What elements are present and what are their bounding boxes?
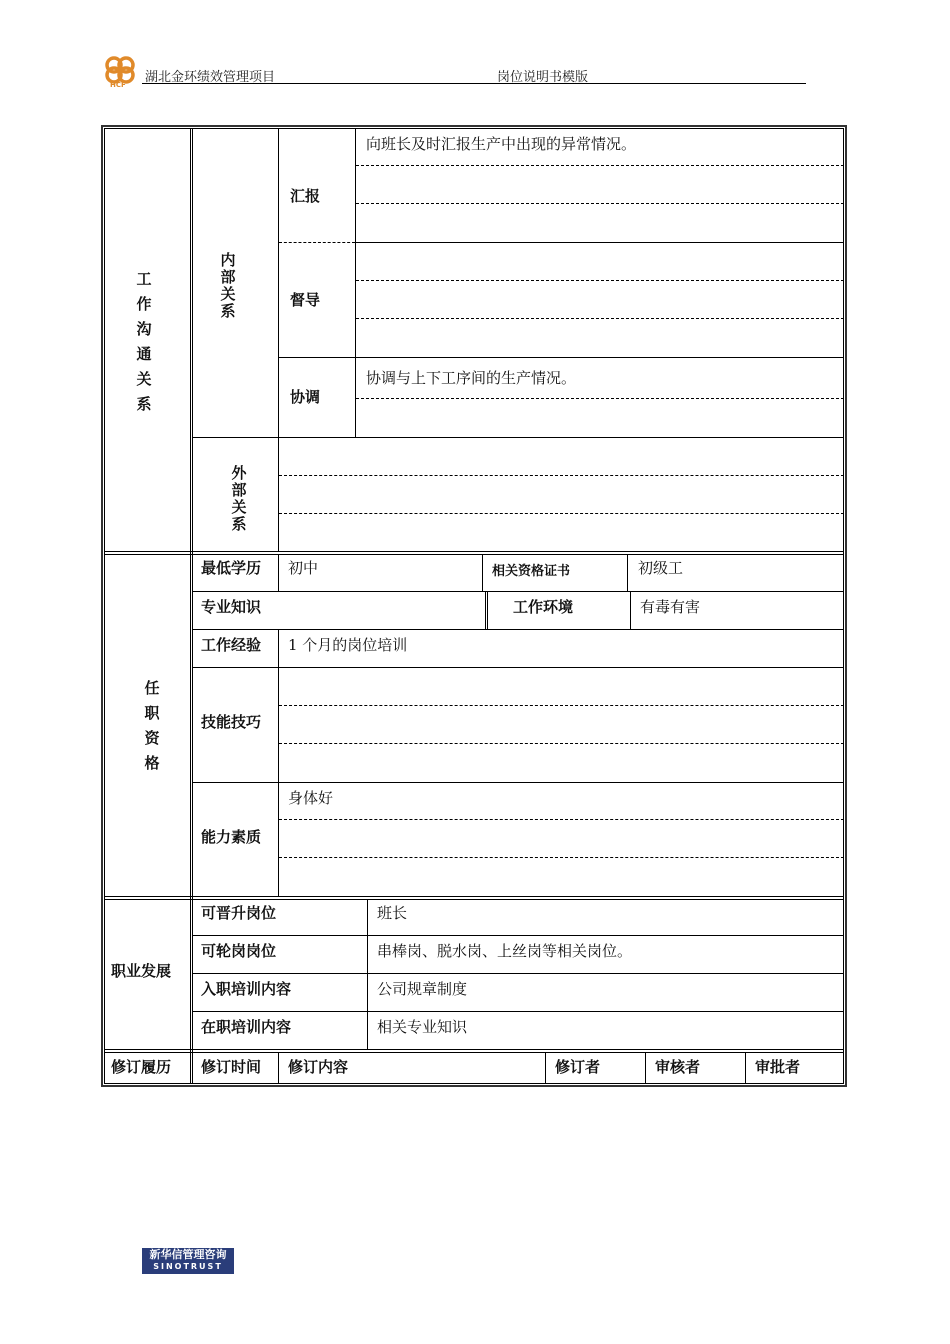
column-divider [192, 128, 193, 1084]
project-name: 湖北金环绩效管理项目 [145, 70, 276, 85]
section-title-career: 职业发展 [111, 962, 172, 980]
row-divider [279, 357, 844, 358]
report-label: 汇报 [290, 187, 321, 205]
onboarding-training-label: 入职培训内容 [201, 980, 292, 998]
skills-label: 技能技巧 [201, 713, 262, 731]
education-value: 初中 [288, 559, 319, 577]
cell-divider [367, 899, 368, 1049]
internal-external-divider [192, 437, 844, 438]
education-label: 最低学历 [201, 559, 262, 577]
sinotrust-logo-cn: 新华信管理咨询 [149, 1248, 227, 1261]
certificate-value: 初级工 [638, 559, 684, 577]
writing-line [279, 743, 844, 744]
coordinate-label: 协调 [290, 388, 321, 406]
writing-line [279, 242, 355, 243]
section-title-communication: 工 作 沟 通 关 系 [136, 270, 152, 413]
cell-divider [630, 591, 631, 629]
revision-time-header: 修订时间 [201, 1058, 262, 1076]
knowledge-label: 专业知识 [201, 598, 262, 616]
sinotrust-logo-en: SINOTRUST [153, 1262, 223, 1271]
writing-line [279, 705, 844, 706]
row-divider [356, 242, 844, 243]
report-text: 向班长及时汇报生产中出现的异常情况。 [366, 135, 637, 153]
row-divider [192, 591, 844, 592]
cell-divider [745, 1052, 746, 1084]
writing-line [279, 819, 844, 820]
writing-line [279, 513, 844, 514]
writing-line [356, 318, 844, 319]
coordinate-text: 协调与上下工序间的生产情况。 [366, 369, 577, 387]
promotion-value: 班长 [377, 904, 408, 922]
experience-value: 1 个月的岗位培训 [288, 636, 408, 654]
section-divider [104, 896, 844, 897]
row-divider [192, 629, 844, 630]
internal-label-divider [278, 128, 279, 437]
certificate-label: 相关资格证书 [492, 564, 571, 579]
section-title-revision: 修订履历 [111, 1058, 172, 1076]
header-rule [142, 83, 806, 84]
ability-label: 能力素质 [201, 828, 262, 846]
cell-divider [278, 1052, 279, 1084]
cell-divider [482, 554, 483, 592]
external-label-divider [278, 437, 279, 551]
onboarding-training-value: 公司规章制度 [377, 980, 468, 998]
supervise-label: 督导 [290, 291, 321, 309]
sublabel-divider [355, 128, 356, 437]
environment-value: 有毒有害 [640, 598, 701, 616]
inservice-training-label: 在职培训内容 [201, 1018, 292, 1036]
external-relations-title: 外 部 关 系 [231, 464, 247, 533]
sinotrust-logo [142, 1248, 234, 1274]
section-divider [104, 899, 844, 900]
row-divider [192, 1011, 844, 1012]
row-divider [192, 782, 844, 783]
row-divider [192, 935, 844, 936]
internal-relations-title: 内 部 关 系 [220, 251, 236, 320]
cell-divider [627, 554, 628, 592]
rotation-label: 可轮岗岗位 [201, 942, 277, 960]
writing-line [356, 165, 844, 166]
section-title-qualification: 任 职 资 格 [144, 679, 160, 772]
writing-line [356, 203, 844, 204]
section-divider [104, 1049, 844, 1050]
cell-divider [278, 554, 279, 592]
section-divider [104, 1052, 844, 1053]
rotation-value: 串棒岗、脱水岗、上丝岗等相关岗位。 [377, 942, 633, 960]
revision-content-header: 修订内容 [288, 1058, 349, 1076]
cell-divider [645, 1052, 646, 1084]
document-title: 岗位说明书模版 [497, 70, 589, 85]
logo-text: HCF [110, 81, 126, 89]
inservice-training-value: 相关专业知识 [377, 1018, 468, 1036]
company-logo [100, 54, 140, 90]
section-divider [104, 551, 844, 552]
promotion-label: 可晋升岗位 [201, 904, 277, 922]
writing-line [356, 398, 844, 399]
cell-divider [485, 591, 486, 629]
approver-header: 审批者 [755, 1058, 801, 1076]
cell-divider [278, 629, 279, 896]
writing-line [279, 857, 844, 858]
cell-divider [487, 591, 488, 629]
ability-value: 身体好 [288, 789, 334, 807]
row-divider [192, 973, 844, 974]
environment-label: 工作环境 [513, 598, 574, 616]
cell-divider [545, 1052, 546, 1084]
reviewer-header: 审核者 [655, 1058, 701, 1076]
column-divider [190, 128, 191, 1084]
reviser-header: 修订者 [555, 1058, 601, 1076]
experience-label: 工作经验 [201, 636, 262, 654]
section-divider [104, 554, 844, 555]
writing-line [279, 475, 844, 476]
row-divider [192, 667, 844, 668]
writing-line [356, 280, 844, 281]
